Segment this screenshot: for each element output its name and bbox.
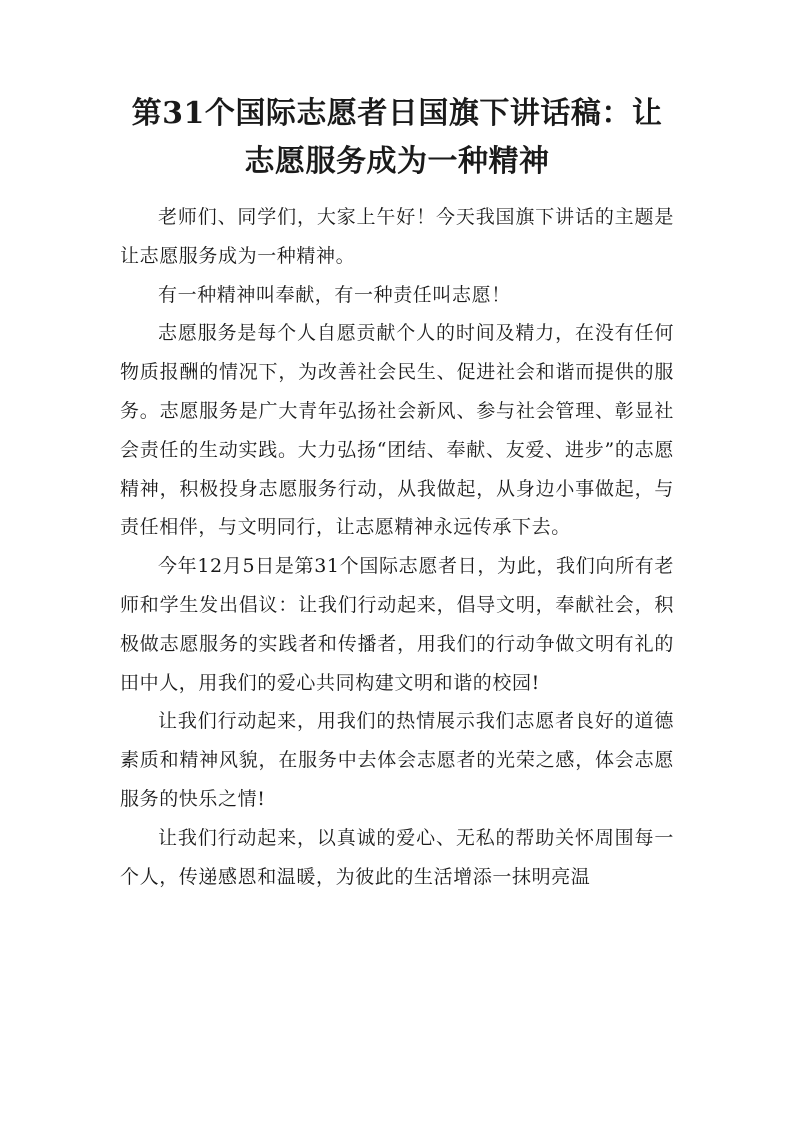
- document-body: [120, 198, 674, 896]
- paragraph-care: 让我们行动起来，以真诚的爱心、无私的帮助关怀周围每一个人，传递感恩和温暖，为彼此的生活增添一抹明亮温: [120, 826, 674, 888]
- document-page: [120, 90, 674, 896]
- document-title: 第31个国际志愿者日国旗下讲话稿：让志愿服务成为一种精神: [131, 96, 663, 179]
- paragraph-motto: 有一种精神叫奉献，有一种责任叫志愿！: [158, 283, 511, 306]
- paragraph-initiative: 今年12月5日是第31个国际志愿者日，为此，我们向所有老师和学生发出倡议：让我们行动起来，倡导文明，奉献社会，积极做志愿服务的实践者和传播者，用我们的行动争做文明有礼的田中人，用我们的爱心共同构建文明和谐的校园!: [120, 555, 674, 694]
- paragraph-greeting: 老师们、同学们，大家上午好！今天我国旗下讲话的主题是让志愿服务成为一种精神。: [120, 206, 674, 267]
- paragraph-enthusiasm: 让我们行动起来，用我们的热情展示我们志愿者良好的道德素质和精神风貌，在服务中去体会志愿者的光荣之感，体会志愿服务的快乐之情!: [120, 710, 674, 810]
- paragraph-definition: 志愿服务是每个人自愿贡献个人的时间及精力，在没有任何物质报酬的情况下，为改善社会民生、促进社会和谐而提供的服务。志愿服务是广大青年弘扬社会新风、参与社会管理、彰显社会责任的生动实践。大力弘扬“团结、奉献、友爱、进步”的志愿精神，积极投身志愿服务行动，从我做起，从身边小事做起，与责任相伴，与文明同行，让志愿精神永远传承下去。: [120, 322, 674, 539]
